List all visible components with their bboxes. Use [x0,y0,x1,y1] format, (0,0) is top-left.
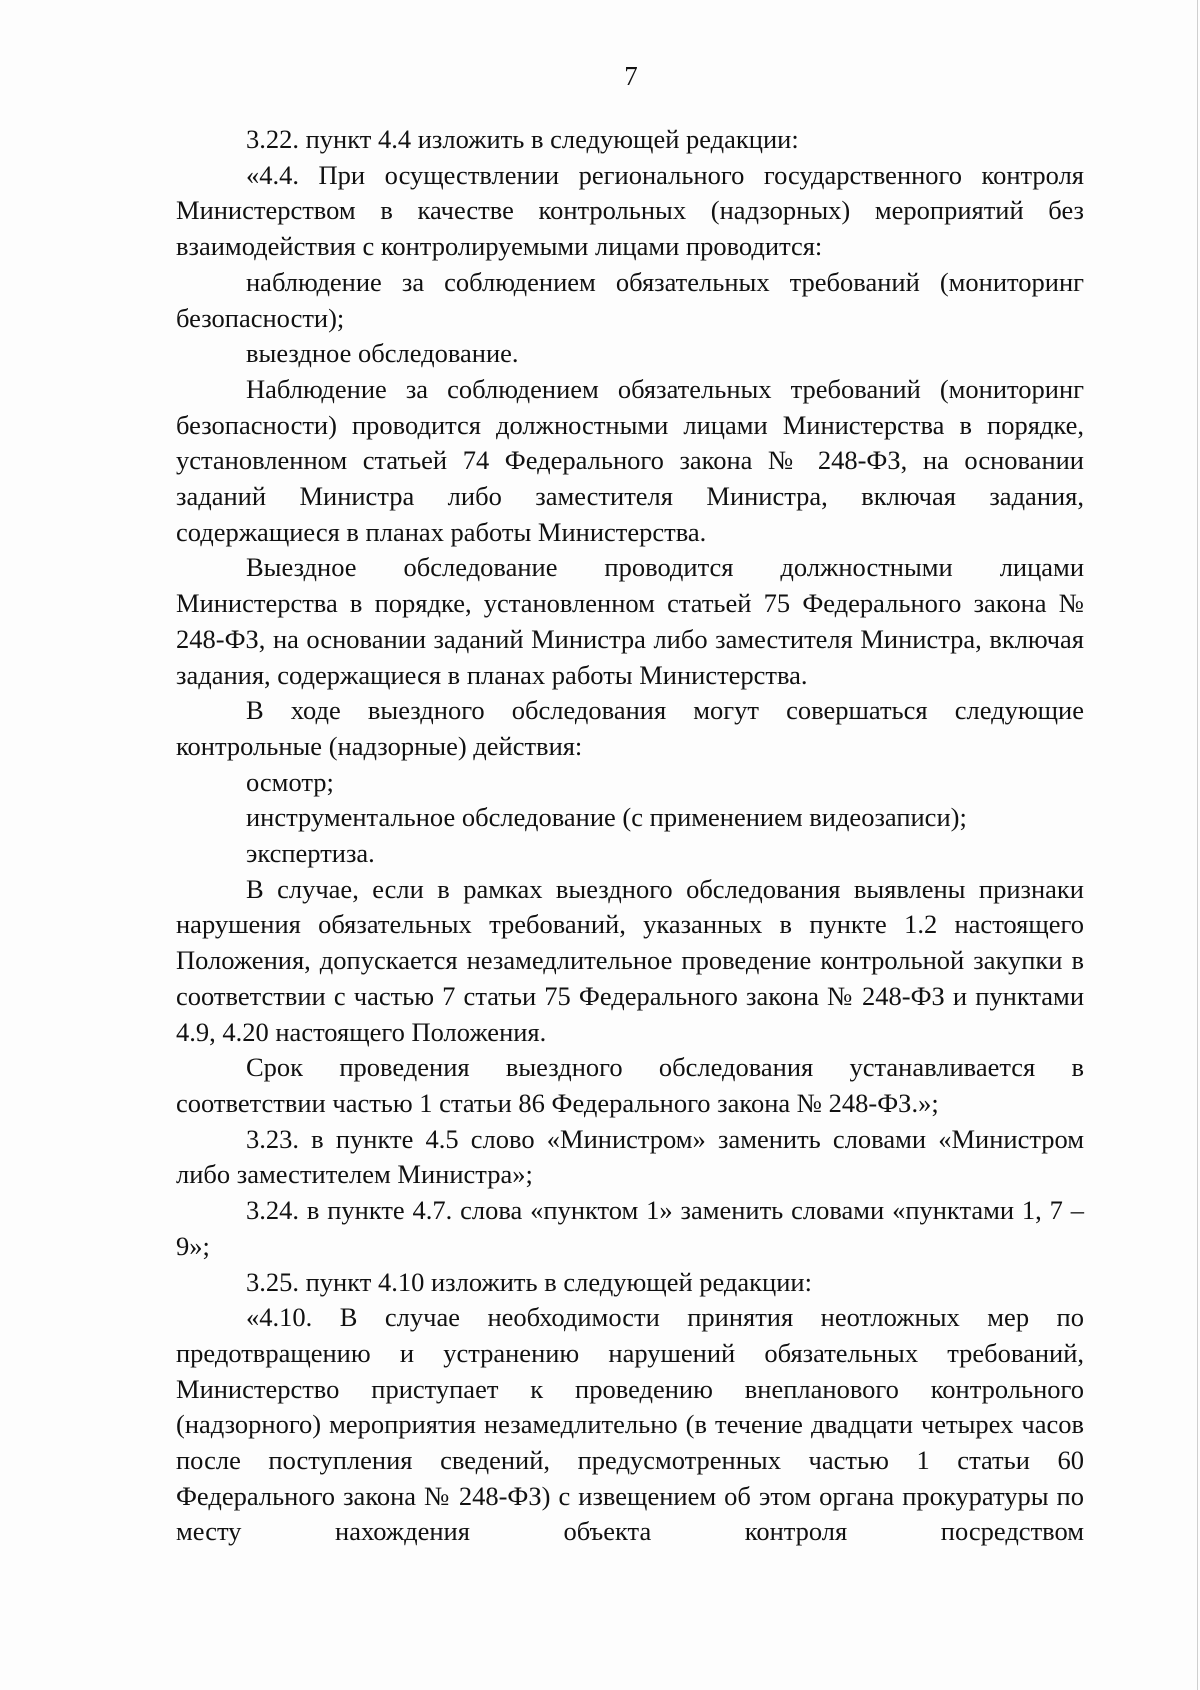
list-item-inspection: осмотр; [246,766,334,797]
paragraph-monitoring-details: Наблюдение за соблюдением обязательных требований (мониторинг безопасности) проводится должностными лицами Министерства в порядке, установленном статьей 74 Федерального закона № 248-ФЗ, на основании заданий Министра либо заместителя Министра, включая задания, содержащиеся в планах работы Министерства. [176,373,1084,547]
paragraph-field-survey: выездное обследование. [246,338,519,369]
paragraph-3-23: 3.23. в пункте 4.5 слово «Министром» заменить словами «Министром либо заместителем Министра»; [176,1123,1084,1190]
paragraph-3-25: 3.25. пункт 4.10 изложить в следующей редакции: [246,1266,812,1297]
paragraph-4-4: «4.4. При осуществлении регионального государственного контроля Министерством в качестве контрольных (надзорных) мероприятий без взаимодействия с контролируемыми лицами проводится: [176,159,1084,262]
paragraph-3-22: 3.22. пункт 4.4 изложить в следующей редакции: [246,124,799,154]
paragraph-control-actions: В ходе выездного обследования могут совершаться следующие контрольные (надзорные) действия: [176,695,1084,761]
paragraph-3-24: 3.24. в пункте 4.7. слова «пунктом 1» заменить словами «пунктами 1, 7 – 9»; [176,1195,1084,1261]
list-item-instrumental: инструментальное обследование (с применением видеозаписи); [246,802,967,833]
page-number: 7 [624,61,638,91]
paragraph-violation-signs: В случае, если в рамках выездного обследования выявлены признаки нарушения обязательных требований, указанных в пункте 1.2 настоящего Положения, допускается незамедлительное проведение контрольной закупки в соответствии с частью 7 статьи 75 Федерального закона № 248-ФЗ и пунктами 4.9, 4.20 настоящего Положения. [176,873,1084,1047]
list-item-expertise: экспертиза. [246,838,375,869]
paragraph-survey-term: Срок проведения выездного обследования устанавливается в соответствии частью 1 статьи 86 Федерального закона № 248-ФЗ.»; [176,1052,1084,1118]
paragraph-monitoring: наблюдение за соблюдением обязательных требований (мониторинг безопасности); [176,266,1084,333]
document-body [176,122,1084,1550]
paragraph-4-10: «4.10. В случае необходимости принятия неотложных мер по предотвращению и устранению нарушений обязательных требований, Министерство приступает к проведению внепланового контрольного (надзорного) мероприятия незамедлительно (в течение двадцати четырех часов после поступления сведений, предусмотренных частью 1 статьи 60 Федерального закона № 248-ФЗ) с извещением об этом органа прокуратуры по месту нахождения объекта контроля посредством [176,1302,1084,1547]
paragraph-survey-details: Выездное обследование проводится должностными лицами Министерства в порядке, установленном статьей 75 Федерального закона № 248-ФЗ, на основании заданий Министра либо заместителя Министра, включая задания, содержащиеся в планах работы Министерства. [176,552,1084,690]
scan-edge [1197,0,1198,1690]
